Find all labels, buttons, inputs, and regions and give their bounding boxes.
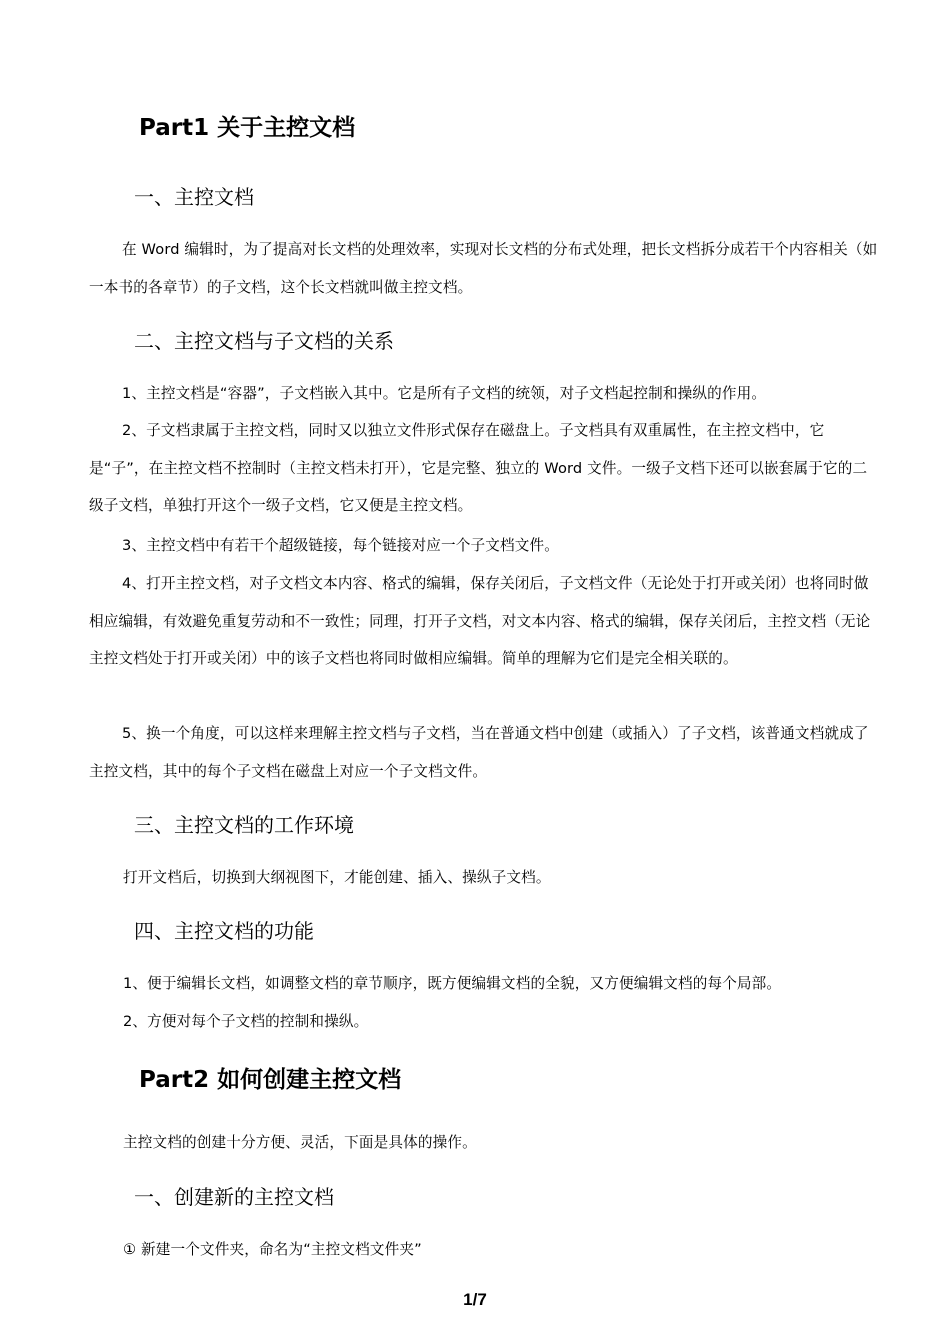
section-1-paragraph: 在 Word 编辑时，为了提高对长文档的处理效率，实现对长文档的分布式处理，把长文档拆分成若干个内容相关（如一本书的各章节）的子文档，这个长文档就叫做主控文档。 — [89, 241, 878, 296]
section-heading-1: 一、主控文档 — [134, 185, 254, 209]
part2-intro: 主控文档的创建十分方便、灵活，下面是具体的操作。 — [123, 1134, 477, 1151]
environment-text: 打开文档后，切换到大纲视图下，才能创建、插入、操纵子文档。 — [123, 869, 551, 886]
part1-title: Part1 关于主控文档 — [139, 115, 356, 141]
section-heading-2: 二、主控文档与子文档的关系 — [134, 329, 394, 353]
section-heading-3: 三、主控文档的工作环境 — [134, 813, 354, 837]
section-heading-4: 四、主控文档的功能 — [134, 919, 314, 943]
page-number: 1/7 — [463, 1290, 487, 1309]
relation-item-2: 2、子文档隶属于主控文档，同时又以独立文件形式保存在磁盘上。子文档具有双重属性，在主控文档中，它是“子”，在主控文档不控制时（主控文档未打开），它是完整、独立的 Word 文件。一级子文档下还可以嵌套属于它的二级子文档，单独打开这个一级子文档，它又便是主控文档。 — [89, 422, 868, 514]
part2-section-heading-1: 一、创建新的主控文档 — [134, 1185, 334, 1209]
function-item-2: 2、方便对每个子文档的控制和操纵。 — [123, 1013, 369, 1030]
relation-item-5: 5、换一个角度，可以这样来理解主控文档与子文档，当在普通文档中创建（或插入）了子文档，该普通文档就成了主控文档，其中的每个子文档在磁盘上对应一个子文档文件。 — [89, 725, 869, 780]
part2-title: Part2 如何创建主控文档 — [139, 1067, 402, 1093]
relation-item-3: 3、主控文档中有若干个超级链接，每个链接对应一个子文档文件。 — [122, 537, 560, 554]
function-item-1: 1、便于编辑长文档，如调整文档的章节顺序，既方便编辑文档的全貌，又方便编辑文档的每个局部。 — [123, 975, 782, 992]
step-1: ① 新建一个文件夹，命名为“主控文档文件夹” — [123, 1241, 422, 1258]
relation-item-4: 4、打开主控文档，对子文档文本内容、格式的编辑，保存关闭后，子文档文件（无论处于打开或关闭）也将同时做相应编辑，有效避免重复劳动和不一致性；同理，打开子文档，对文本内容、格式的编辑，保存关闭后，主控文档（无论主控文档处于打开或关闭）中的该子文档也将同时做相应编辑。简单的理解为它们是完全相关联的。 — [89, 575, 871, 667]
relation-item-1: 1、主控文档是“容器”，子文档嵌入其中。它是所有子文档的统领，对子文档起控制和操纵的作用。 — [122, 385, 767, 402]
